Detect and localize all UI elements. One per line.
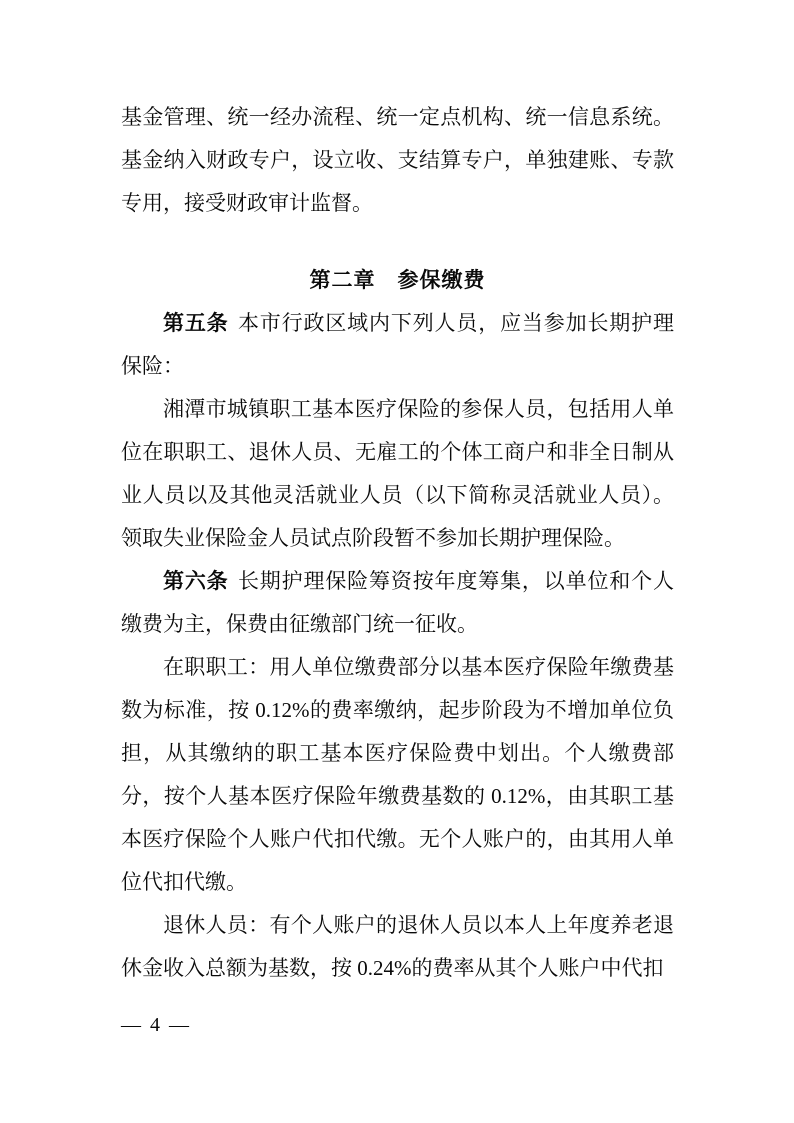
paragraph-article-five — [121, 302, 674, 388]
article-six-text: 长期护理保险筹资按年度筹集，以单位和个人缴费为主，保费由征缴部门统一征收。 — [121, 569, 674, 636]
paragraph-covered-persons: 湘潭市城镇职工基本医疗保险的参保人员，包括用人单位在职职工、退休人员、无雇工的个体工商户和非全日制从业人员以及其他灵活就业人员（以下简称灵活就业人员）。领取失业保险金人员试点阶段暂不参加长期护理保险。 — [121, 397, 674, 550]
document-body — [121, 96, 674, 990]
article-five-label: 第五条 — [163, 311, 229, 335]
paragraph-article-six — [121, 560, 674, 646]
paragraph-fund-management: 基金管理、统一经办流程、统一定点机构、统一信息系统。基金纳入财政专户，设立收、支结算专户，单独建账、专款专用，接受财政审计监督。 — [121, 105, 674, 215]
paragraph-retirees: 退休人员：有个人账户的退休人员以本人上年度养老退休金收入总额为基数，按 0.24%的费率从其个人账户中代扣 — [121, 913, 674, 980]
article-five-text: 本市行政区域内下列人员，应当参加长期护理保险： — [121, 311, 674, 378]
chapter-heading: 第二章 参保缴费 — [309, 268, 486, 292]
article-six-label: 第六条 — [163, 569, 229, 593]
paragraph-employees: 在职职工：用人单位缴费部分以基本医疗保险年缴费基数为标准，按 0.12%的费率缴纳，起步阶段为不增加单位负担，从其缴纳的职工基本医疗保险费中划出。个人缴费部分，按个人基本医疗保险年缴费基数的 0.12%，由其职工基本医疗保险个人账户代扣代缴。无个人账户的，由其用人单位代扣代缴。 — [121, 655, 674, 894]
page-number: — 4 — — [121, 1014, 191, 1036]
